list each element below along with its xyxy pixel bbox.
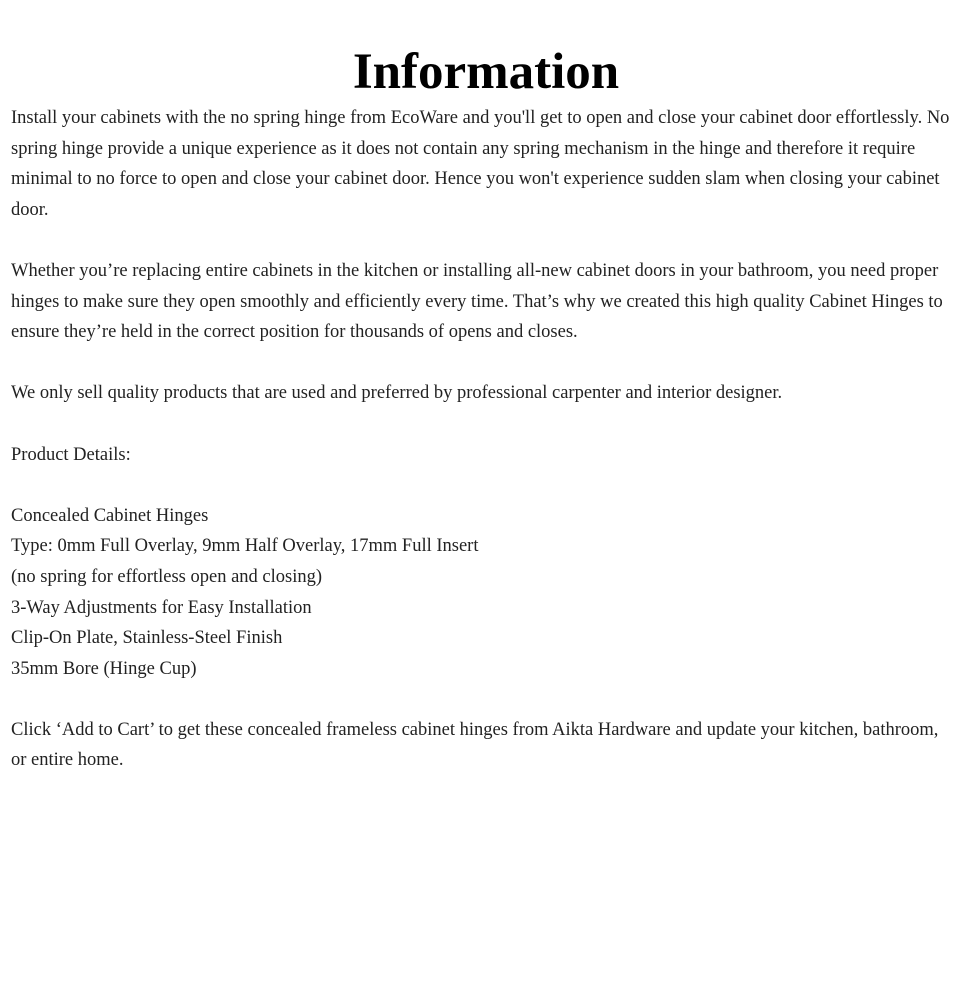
intro-paragraph: Install your cabinets with the no spring hinge from EcoWare and you'll get to open and close your cabinet door effortlessly. No spring hinge provide a unique experience as it does not contain any spring mechanism in the hinge and therefore it require minimal to no force to open and close your cabinet door. Hence you won't experience sudden slam when closing your cabinet door. <box>11 108 950 220</box>
detail-line: Type: 0mm Full Overlay, 9mm Half Overlay, 17mm Full Insert <box>11 536 479 557</box>
product-details-list <box>11 501 951 685</box>
detail-line: 35mm Bore (Hinge Cup) <box>11 658 197 679</box>
quality-paragraph: We only sell quality products that are used and preferred by professional carpenter and interior designer. <box>11 383 783 404</box>
detail-line: Concealed Cabinet Hinges <box>11 505 209 526</box>
description-body <box>11 103 951 776</box>
product-information-section <box>11 0 951 807</box>
page-title: Information <box>352 44 620 100</box>
usage-paragraph: Whether you’re replacing entire cabinets in the kitchen or installing all-new cabinet doors in your bathroom, you need proper hinges to make sure they open smoothly and efficiently every time. That’s why we created this high quality Cabinet Hinges to ensure they’re held in the correct position for thousands of opens and closes. <box>11 260 943 343</box>
cta-paragraph: Click ‘Add to Cart’ to get these concealed frameless cabinet hinges from Aikta Hardware and update your kitchen, bathroom, or entire home. <box>11 719 939 771</box>
detail-line: (no spring for effortless open and closing) <box>11 566 323 587</box>
detail-line: Clip-On Plate, Stainless-Steel Finish <box>11 628 283 649</box>
product-details-heading: Product Details: <box>11 444 131 465</box>
detail-line: 3-Way Adjustments for Easy Installation <box>11 597 312 618</box>
